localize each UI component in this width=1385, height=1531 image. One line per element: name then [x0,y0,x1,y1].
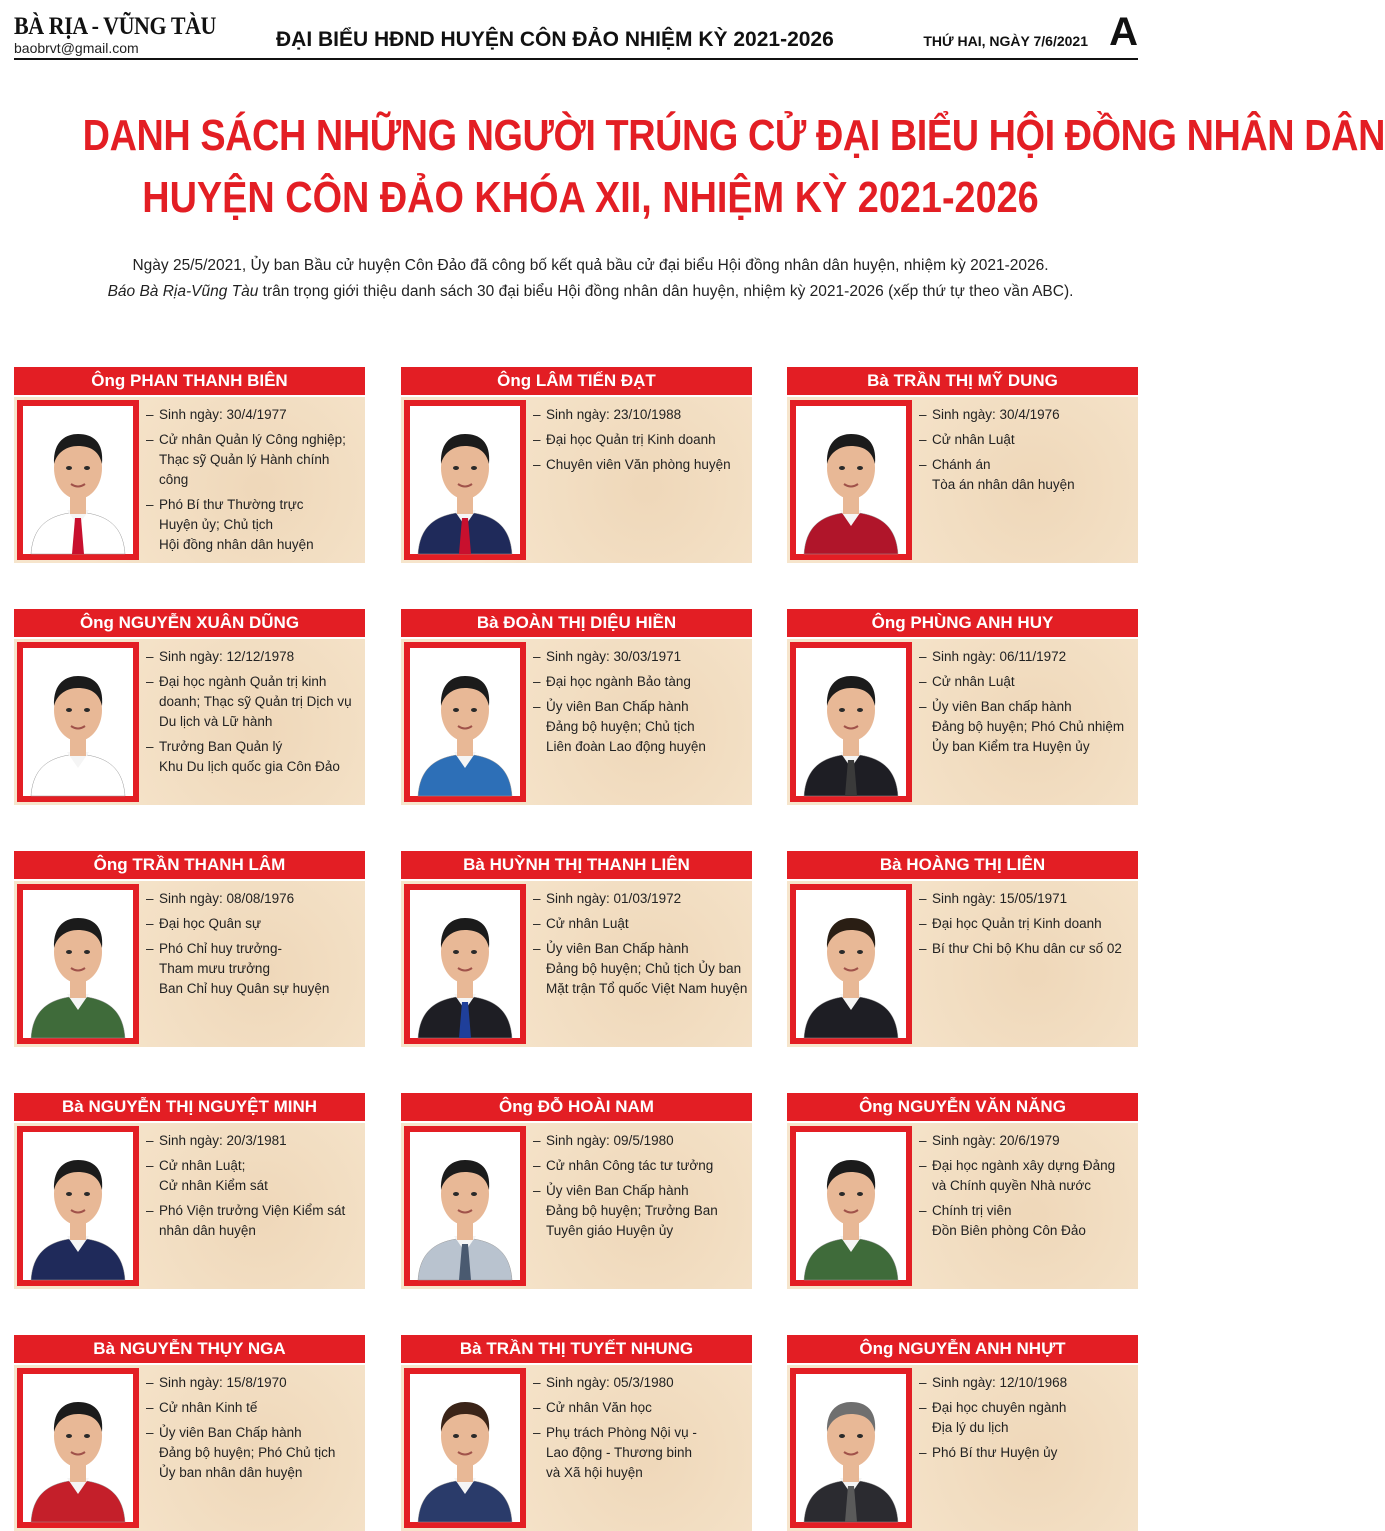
delegate-card [787,609,1138,805]
delegate-details [146,889,361,1004]
delegate-detail-item [146,405,361,425]
delegate-detail-item [919,889,1134,909]
delegate-details [533,889,748,1004]
delegate-card-body [401,1365,752,1531]
delegate-detail-item [533,889,748,909]
delegate-card [401,1093,752,1289]
delegate-card-body [14,397,365,563]
delegate-detail-item [533,697,748,757]
section-title: ĐẠI BIỂU HĐND HUYỆN CÔN ĐẢO NHIỆM KỲ 2021-2026 [276,28,834,51]
delegate-detail-item [919,430,1134,450]
portrait-photo [23,890,133,1038]
delegate-detail-item [533,1131,748,1151]
portrait-frame [790,1368,912,1528]
delegate-card [14,367,365,563]
portrait-frame [790,400,912,560]
portrait-photo [796,1132,906,1280]
delegate-detail-item [146,1201,361,1241]
delegate-detail-text: – Cử nhân Luật [546,916,629,931]
delegate-card [401,1335,752,1531]
portrait-photo [796,406,906,554]
delegate-detail-item [146,1398,361,1418]
delegate-detail-text: – Đại học ngành xây dựng Đảng và Chính quyền Nhà nước [932,1158,1116,1193]
delegate-detail-text: – Trưởng Ban Quản lý Khu Du lịch quốc gia Côn Đảo [159,739,340,774]
delegate-name: Bà HOÀNG THỊ LIÊN [787,851,1138,879]
portrait-frame [404,400,526,560]
delegate-detail-item [146,430,361,490]
portrait-photo [410,406,520,554]
delegate-detail-text: – Cử nhân Văn học [546,1400,652,1415]
delegate-detail-text: – Sinh ngày: 30/4/1976 [932,407,1060,422]
delegate-details [533,405,748,480]
delegate-details [533,1373,748,1488]
delegate-detail-item [919,1443,1134,1463]
delegate-name: Ông ĐỖ HOÀI NAM [401,1093,752,1121]
delegate-detail-text: – Sinh ngày: 06/11/1972 [932,649,1067,664]
delegate-details [146,1373,361,1488]
delegate-detail-item [533,1423,748,1483]
delegate-card-body [401,639,752,805]
delegate-name: Ông NGUYỄN ANH NHỰT [787,1335,1138,1363]
portrait-frame [17,642,139,802]
delegate-card-body [787,639,1138,805]
delegate-card [787,1093,1138,1289]
delegate-details [146,647,361,782]
delegate-detail-item [146,1423,361,1483]
delegate-card [401,851,752,1047]
delegate-detail-text: – Sinh ngày: 05/3/1980 [546,1375,674,1390]
delegate-detail-text: – Phụ trách Phòng Nội vụ - Lao động - Thương binh và Xã hội huyện [546,1425,697,1480]
portrait-photo [796,1374,906,1522]
delegate-detail-item [146,914,361,934]
portrait-photo [23,406,133,554]
delegate-card [401,367,752,563]
delegate-detail-text: – Sinh ngày: 30/4/1977 [159,407,287,422]
delegate-detail-item [533,1181,748,1241]
intro-line-2-text: trân trọng giới thiệu danh sách 30 đại biểu Hội đồng nhân dân huyện, nhiệm kỳ 2021-2026 (xếp thứ tự theo vần ABC). [258,283,1074,300]
delegate-detail-item [533,1156,748,1176]
delegate-card-body [14,1365,365,1531]
delegate-card-body [787,1123,1138,1289]
portrait-frame [17,1368,139,1528]
delegate-details [919,1373,1134,1468]
delegate-detail-text: – Sinh ngày: 08/08/1976 [159,891,295,906]
portrait-frame [404,1126,526,1286]
delegate-card [787,1335,1138,1531]
delegate-card [14,1093,365,1289]
delegate-card-body [401,881,752,1047]
delegate-card-body [14,1123,365,1289]
delegate-card-body [787,1365,1138,1531]
delegate-card [14,609,365,805]
delegate-detail-item [533,455,748,475]
delegate-detail-item [533,647,748,667]
delegate-name: Bà NGUYỄN THỤY NGA [14,1335,365,1363]
delegate-detail-text: – Đại học chuyên ngành Địa lý du lịch [932,1400,1067,1435]
delegate-detail-item [533,405,748,425]
delegate-detail-item [533,1373,748,1393]
brand-block [14,14,244,56]
delegate-detail-text: – Đại học ngành Bảo tàng [546,674,691,689]
delegate-detail-text: – Phó Chỉ huy trưởng- Tham mưu trưởng Ban Chỉ huy Quân sự huyện [159,941,330,996]
delegate-detail-item [146,737,361,777]
delegate-details [919,1131,1134,1246]
delegate-name: Bà TRẦN THỊ MỸ DUNG [787,367,1138,395]
delegate-detail-item [919,1201,1134,1241]
delegate-detail-text: – Sinh ngày: 09/5/1980 [546,1133,674,1148]
delegate-card [14,1335,365,1531]
portrait-frame [404,642,526,802]
delegate-card-body [787,397,1138,563]
portrait-frame [17,1126,139,1286]
delegate-detail-item [919,914,1134,934]
delegate-card-body [14,639,365,805]
delegate-card [787,851,1138,1047]
delegate-detail-item [919,1131,1134,1151]
delegate-detail-text: – Ủy viên Ban Chấp hành Đảng bộ huyện; Trưởng Ban Tuyên giáo Huyện ủy [546,1183,718,1238]
delegate-detail-item [919,1398,1134,1438]
portrait-frame [790,642,912,802]
delegate-detail-text: – Ủy viên Ban Chấp hành Đảng bộ huyện; Phó Chủ tịch Ủy ban nhân dân huyện [159,1425,336,1480]
delegate-name: Bà ĐOÀN THỊ DIỆU HIỀN [401,609,752,637]
delegate-detail-text: – Sinh ngày: 23/10/1988 [546,407,682,422]
delegate-detail-item [146,647,361,667]
portrait-photo [796,648,906,796]
delegate-detail-item [919,455,1134,495]
delegate-name: Ông NGUYỄN VĂN NĂNG [787,1093,1138,1121]
portrait-photo [23,648,133,796]
delegate-name: Bà TRẦN THỊ TUYẾT NHUNG [401,1335,752,1363]
portrait-photo [410,1132,520,1280]
delegate-card [401,609,752,805]
headline-line-1: DANH SÁCH NHỮNG NGƯỜI TRÚNG CỬ ĐẠI BIỂU HỘI ĐỒNG NHÂN DÂN [82,111,1385,160]
delegate-card [787,367,1138,563]
delegate-name: Ông NGUYỄN XUÂN DŨNG [14,609,365,637]
delegate-detail-text: – Cử nhân Luật [932,674,1015,689]
delegate-detail-text: – Cử nhân Quản lý Công nghiệp; Thạc sỹ Quản lý Hành chính công [159,432,346,487]
delegate-detail-item [146,1131,361,1151]
delegate-detail-text: – Đại học Quản trị Kinh doanh [932,916,1102,931]
delegate-detail-item [919,672,1134,692]
portrait-photo [410,648,520,796]
portrait-frame [17,884,139,1044]
delegate-detail-text: – Sinh ngày: 12/10/1968 [932,1375,1068,1390]
delegate-detail-item [533,1398,748,1418]
delegate-detail-text: – Chuyên viên Văn phòng huyện [546,457,731,472]
delegate-name: Ông LÂM TIẾN ĐẠT [401,367,752,395]
intro-line-1: Ngày 25/5/2021, Ủy ban Bầu cử huyện Côn Đảo đã công bố kết quả bầu cử đại biểu Hội đồng nhân dân huyện, nhiệm kỳ 2021-2026. [132,257,1049,274]
delegate-detail-text: – Sinh ngày: 30/03/1971 [546,649,682,664]
delegate-detail-item [919,1156,1134,1196]
delegate-details [533,1131,748,1246]
delegate-detail-item [919,1373,1134,1393]
delegate-detail-item [533,914,748,934]
delegate-detail-text: – Chánh án Tòa án nhân dân huyện [932,457,1075,492]
delegate-name: Ông PHAN THANH BIÊN [14,367,365,395]
headline-line-2: HUYỆN CÔN ĐẢO KHÓA XII, NHIỆM KỲ 2021-2026 [142,173,1039,222]
delegate-detail-item [533,430,748,450]
delegate-detail-text: – Sinh ngày: 15/05/1971 [932,891,1068,906]
delegate-detail-text: – Sinh ngày: 20/6/1979 [932,1133,1060,1148]
delegate-detail-item [919,647,1134,667]
delegate-detail-text: – Bí thư Chi bộ Khu dân cư số 02 [932,941,1122,956]
delegate-detail-text: – Chính trị viên Đồn Biên phòng Côn Đảo [932,1203,1086,1238]
delegate-name: Ông TRẦN THANH LÂM [14,851,365,879]
delegate-detail-item [146,1156,361,1196]
delegate-detail-text: – Ủy viên Ban Chấp hành Đảng bộ huyện; Chủ tịch Ủy ban Mặt trận Tổ quốc Việt Nam huyện [546,941,748,996]
portrait-photo [23,1132,133,1280]
delegate-card-body [787,881,1138,1047]
newspaper-email: baobrvt@gmail.com [14,40,139,56]
edition-letter: A [1109,10,1138,54]
delegate-detail-item [533,939,748,999]
delegate-name: Bà NGUYỄN THỊ NGUYỆT MINH [14,1093,365,1121]
delegate-card [14,851,365,1047]
delegate-detail-text: – Sinh ngày: 12/12/1978 [159,649,295,664]
intro-line-2 [0,283,1181,301]
delegate-detail-item [146,889,361,909]
delegate-detail-item [146,672,361,732]
delegate-detail-text: – Đại học ngành Quản trị kinh doanh; Thạc sỹ Quản trị Dịch vụ Du lịch và Lữ hành [159,674,352,729]
delegate-detail-text: – Cử nhân Luật [932,432,1015,447]
delegate-detail-text: – Phó Bí thư Thường trực Huyện ủy; Chủ tịch Hội đồng nhân dân huyện [159,497,314,552]
delegate-details [919,647,1134,762]
delegate-name: Ông PHÙNG ANH HUY [787,609,1138,637]
delegate-detail-text: – Cử nhân Luật; Cử nhân Kiểm sát [159,1158,268,1193]
delegate-detail-text: – Sinh ngày: 20/3/1981 [159,1133,287,1148]
portrait-frame [790,884,912,1044]
delegate-detail-item [919,939,1134,959]
portrait-photo [410,890,520,1038]
delegate-detail-text: – Đại học Quân sự [159,916,262,931]
delegate-detail-text: – Ủy viên Ban chấp hành Đảng bộ huyện; Phó Chủ nhiệm Ủy ban Kiểm tra Huyện ủy [932,699,1125,754]
issue-date: THỨ HAI, NGÀY 7/6/2021 [923,33,1088,49]
delegate-detail-item [146,495,361,555]
portrait-frame [17,400,139,560]
delegate-card-body [401,397,752,563]
portrait-photo [796,890,906,1038]
newspaper-name: BÀ RỊA - VŨNG TÀU [14,13,216,40]
delegate-detail-text: – Ủy viên Ban Chấp hành Đảng bộ huyện; Chủ tịch Liên đoàn Lao động huyện [546,699,706,754]
delegate-name: Bà HUỲNH THỊ THANH LIÊN [401,851,752,879]
delegate-detail-item [146,1373,361,1393]
portrait-frame [790,1126,912,1286]
delegate-detail-text: – Phó Bí thư Huyện ủy [932,1445,1058,1460]
masthead [14,10,1138,60]
delegate-detail-item [919,697,1134,757]
delegate-detail-text: – Sinh ngày: 01/03/1972 [546,891,682,906]
delegate-details [533,647,748,762]
delegate-details [919,405,1134,500]
delegate-detail-text: – Cử nhân Kinh tế [159,1400,258,1415]
delegate-details [146,405,361,560]
delegate-details [919,889,1134,964]
delegate-detail-text: – Phó Viện trưởng Viện Kiểm sát nhân dân huyện [159,1203,346,1238]
delegate-details [146,1131,361,1246]
portrait-frame [404,884,526,1044]
portrait-photo [23,1374,133,1522]
delegate-detail-item [533,672,748,692]
delegate-card-body [401,1123,752,1289]
delegate-detail-text: – Đại học Quản trị Kinh doanh [546,432,716,447]
newspaper-name-italic: Báo Bà Rịa-Vũng Tàu [107,283,259,300]
portrait-photo [410,1374,520,1522]
delegate-detail-item [919,405,1134,425]
portrait-frame [404,1368,526,1528]
delegate-detail-text: – Cử nhân Công tác tư tưởng [546,1158,714,1173]
delegate-detail-text: – Sinh ngày: 15/8/1970 [159,1375,287,1390]
delegate-card-body [14,881,365,1047]
delegate-detail-item [146,939,361,999]
